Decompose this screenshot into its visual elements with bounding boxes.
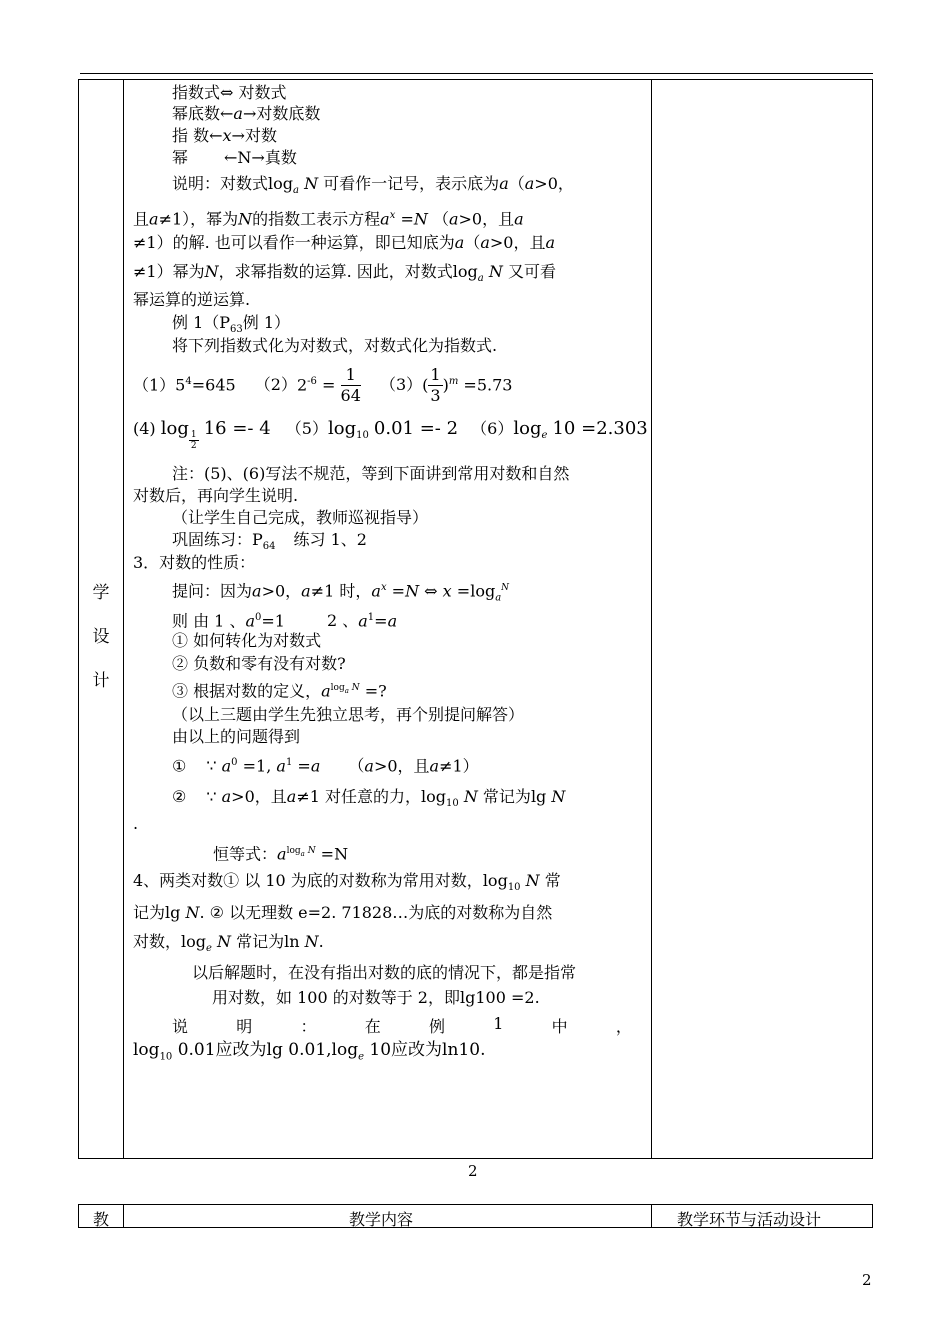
column-divider-right: [651, 80, 652, 1158]
page-number-center: 2: [468, 1162, 478, 1180]
side-label-char: 设: [92, 627, 110, 647]
text-line: 巩固练习：$P_{64}$ 练习 1、2: [172, 530, 367, 553]
text-line: 幂运算的逆运算.: [133, 290, 251, 309]
header-cell: 教: [93, 1210, 110, 1229]
text-line: 注：(5)、(6)写法不规范，等到下面讲到常用对数和自然: [172, 464, 570, 483]
fraction: $\frac{1}{3}$: [430, 365, 441, 406]
side-label-char: 学: [92, 583, 110, 603]
text-line: 记为lg N. ② 以无理数 e=2. 71828…为底的对数称为自然: [133, 903, 553, 922]
text-line: ≠1）的解. 也可以看作一种运算，即已知底为a（a>0，且a: [133, 233, 556, 252]
text-line: 4、两类对数① 以 10 为底的对数称为常用对数，$\log_{10} N$ 常: [133, 871, 561, 894]
text-line: .: [133, 814, 139, 833]
text-line: $\log_{10} 0.01$应改为$\lg 0.01,\log_e$ 10应改为ln10.: [133, 1040, 486, 1063]
justified-line: 说 明 ： 在 例 1 中 ，: [172, 1014, 632, 1036]
list-item: ② 负数和零有没有对数?: [172, 654, 346, 673]
text-line: 说明：对数式$\log_a N$ 可看作一记号，表示底为a（a>0，: [172, 174, 574, 197]
text-line: 指 数←x→对数: [172, 126, 277, 145]
text-line: 指数式⇔ 对数式: [172, 83, 287, 102]
side-label-char: 计: [92, 671, 110, 691]
fraction: $\frac{1}{2}$: [190, 430, 197, 452]
column-divider-right: [651, 1205, 652, 1227]
column-divider-left: [123, 80, 124, 1158]
text-line: 以后解题时，在没有指出对数的底的情况下，都是指常: [192, 963, 577, 982]
text-line: 且a≠1），幂为N的指数工表示方程$a^x =N$ （a>0，且a: [133, 209, 524, 229]
text-line: 提问：因为a>0，a≠1 时，$a^x =N$ ⇔ $x =\log_a^N$: [172, 581, 510, 604]
column-divider-left: [123, 1205, 124, 1227]
list-item: ① 如何转化为对数式: [172, 631, 322, 650]
identity-formula: 恒等式：$a^{log_a N} =N$: [213, 844, 349, 864]
text-line: （以上三题由学生先独立思考，再个别提问解答）: [172, 705, 525, 724]
text-line: 对数，$\log_e N$ 常记为ln N.: [133, 932, 324, 955]
text-line: （让学生自己完成，教师巡视指导）: [172, 508, 429, 527]
text-line: 幂底数←a→对数底数: [172, 104, 321, 123]
example-line: $(1)5^4=645$ $(2)2^{-6}$ = $\frac{1}{64}$ （3）( $\frac{1}{3}$ )$^m$ =5.73: [133, 365, 513, 406]
text-line: 例 $1(P_{63}$例 1）: [172, 313, 291, 336]
text-line: 由以上的问题得到: [172, 727, 301, 746]
example-line: (4) log $\frac{1}{2}$ 16 =- 4 $(5)\log_{10}$ 0.01 =- 2 $(6)\log_e$ 10 =2.303: [133, 418, 648, 452]
text-line: 则 由 1 、$a^0=1$ 2 、$a^1=a$: [172, 611, 398, 631]
header-cell: 教学环节与活动设计: [677, 1210, 822, 1229]
section-heading: 3．对数的性质：: [133, 553, 256, 572]
text-line: ≠1）幂为N，求幂指数的运算. 因此，对数式$\log_a N$ 又可看: [133, 262, 556, 285]
text-line: 将下列指数式化为对数式，对数式化为指数式.: [172, 336, 498, 355]
list-item: ① ∵ $a^0 =1$, $a^1 =a$ （a>0，且a≠1）: [172, 756, 479, 776]
page-number-corner: 2: [862, 1271, 872, 1289]
list-item: ② ∵ a>0，且a≠1 对任意的力，$\log_{10} N$ 常记为lg N: [172, 787, 566, 810]
text-line: 幂 ←N→真数: [172, 148, 297, 167]
fraction: $\frac{1}{64}$: [340, 365, 361, 406]
text-line: 对数后，再向学生说明.: [133, 486, 299, 505]
header-rule: [80, 73, 873, 74]
text-line: 用对数，如 100 的对数等于 2，即lg100 =2.: [212, 988, 540, 1007]
list-item: ③ 根据对数的定义，$a^{log_a N}$ =?: [172, 681, 387, 701]
next-table-header: [78, 1204, 873, 1228]
header-cell: 教学内容: [349, 1210, 414, 1229]
